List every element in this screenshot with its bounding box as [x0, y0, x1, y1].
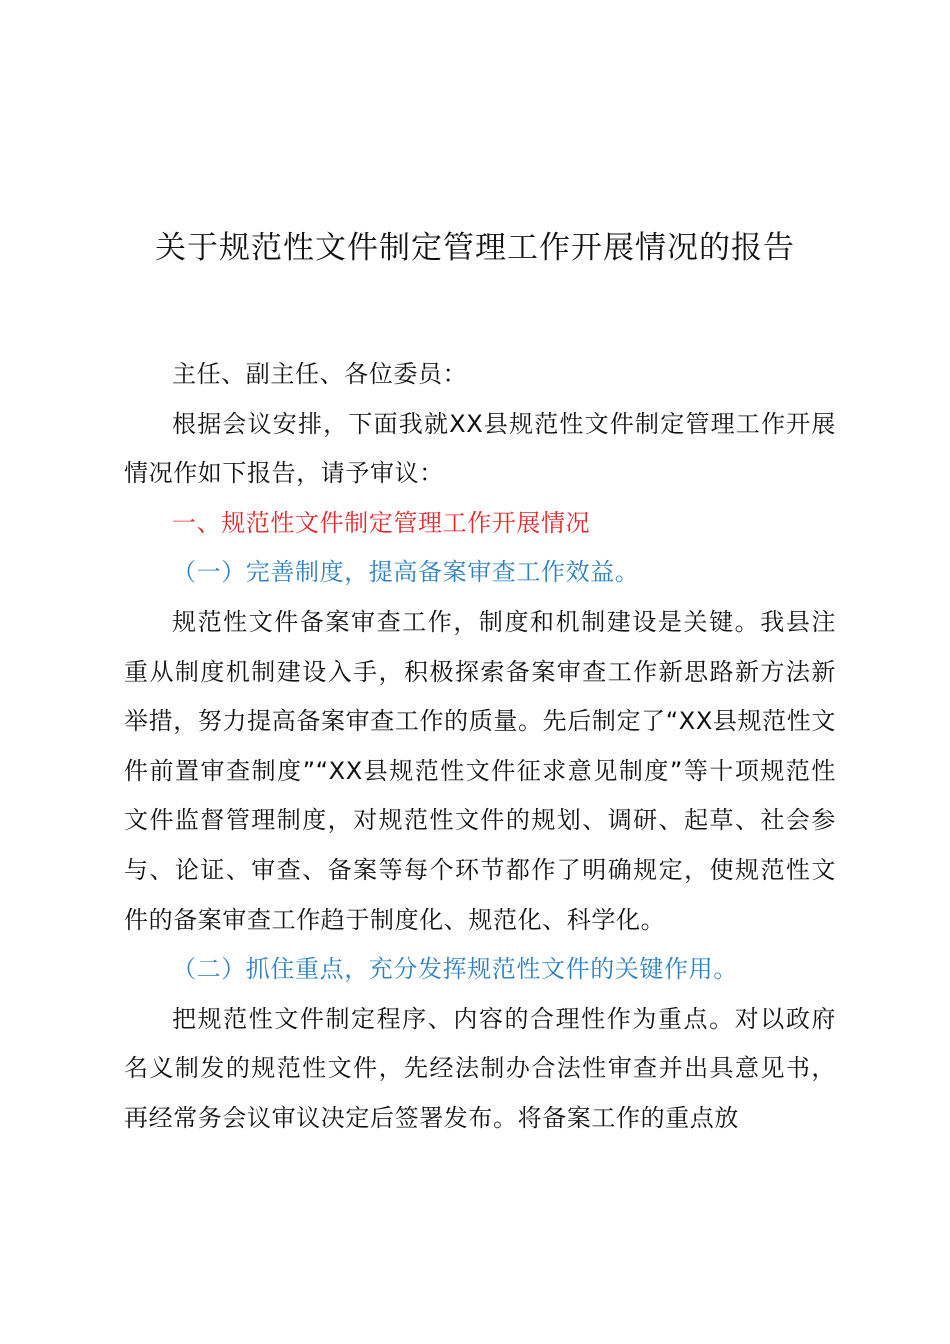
- subsection-body-2: 把规范性文件制定程序、内容的合理性作为重点。对以政府名义制发的规范性文件，先经法制办合法性审查并出具意见书，再经常务会议审议决定后签署发布。将备案工作的重点放: [124, 1004, 836, 1132]
- document-body: [124, 350, 836, 1144]
- subsection-heading-2: （二）抓住重点，充分发挥规范性文件的关键作用。: [172, 955, 738, 984]
- subsection-body-1: 规范性文件备案审查工作，制度和机制建设是关键。我县注重从制度机制建设入手，积极探索备案审查工作新思路新方法新举措，努力提高备案审查工作的质量。先后制定了“XX县规范性文件前置审查制度”“XX县规范性文件征求意见制度”等十项规范性文件监督管理制度，对规范性文件的规划、调研、起草、社会参与、论证、审查、备案等每个环节都作了明确规定，使规范性文件的备案审查工作趋于制度化、规范化、科学化。: [124, 607, 836, 934]
- document-title: 关于规范性文件制定管理工作开展情况的报告: [155, 230, 795, 266]
- section-heading-1: 一、规范性文件制定管理工作开展情况: [172, 508, 591, 537]
- salutation: 主任、副主任、各位委员：: [172, 360, 468, 388]
- subsection-heading-1: （一）完善制度，提高备案审查工作效益。: [172, 558, 640, 587]
- intro-paragraph: 根据会议安排，下面我就XX县规范性文件制定管理工作开展情况作如下报告，请予审议：: [124, 409, 836, 488]
